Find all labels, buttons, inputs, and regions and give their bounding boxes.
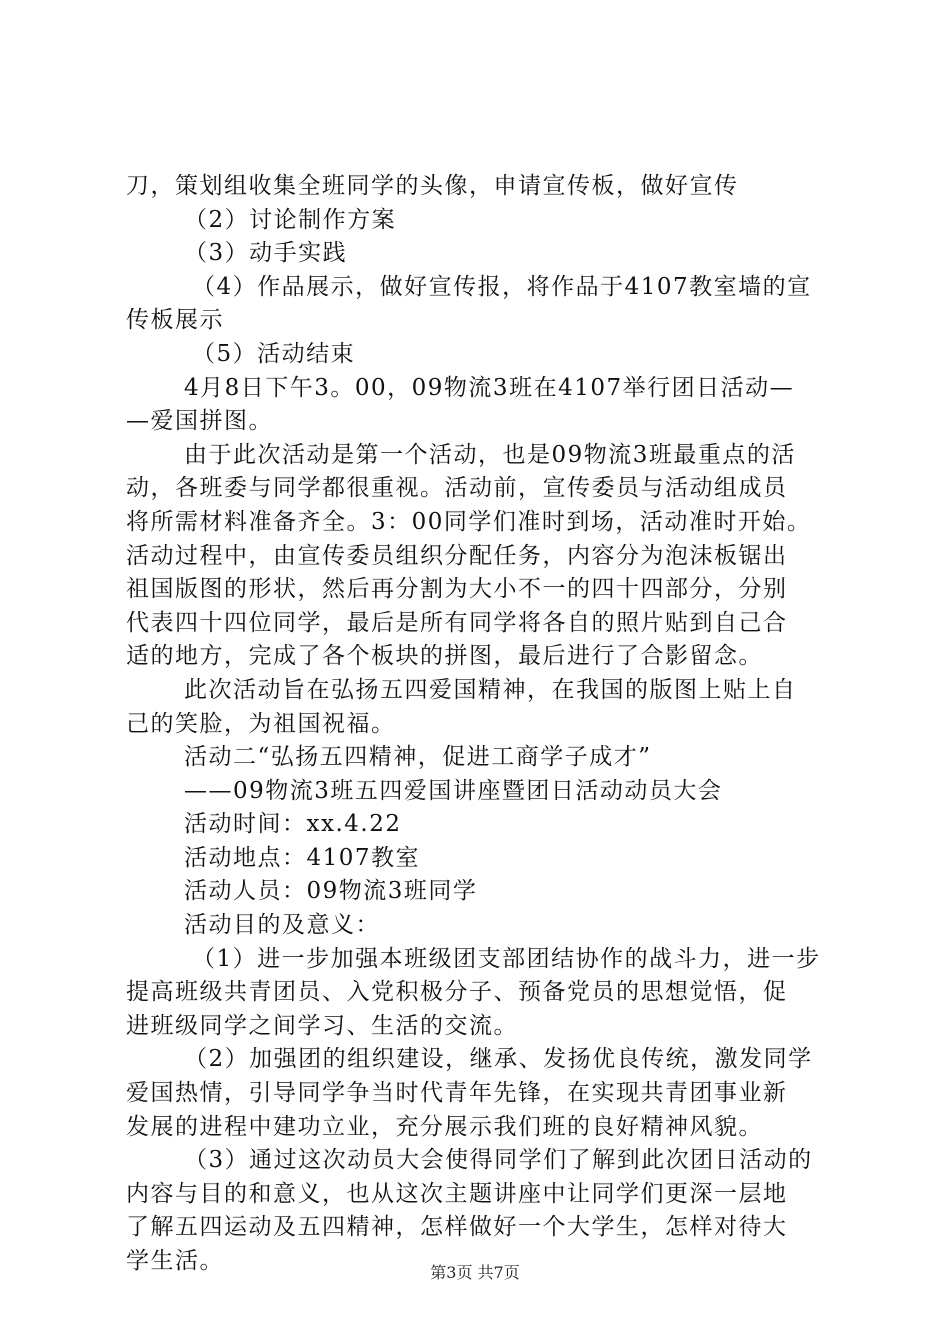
text-line: 祖国版图的形状，然后再分割为大小不一的四十四部分，分别 <box>126 576 788 603</box>
text-line: 刀，策划组收集全班同学的头像，申请宣传板，做好宣传 <box>126 173 739 199</box>
text-line: 活动地点：4107教室 <box>184 844 421 871</box>
text-line: （2）讨论制作方案 <box>184 206 397 233</box>
text-line: 代表四十四位同学，最后是所有同学将各自的照片贴到自己合 <box>126 609 788 636</box>
text-line: 动，各班委与同学都很重视。活动前，宣传委员与活动组成员 <box>126 475 788 502</box>
text-line: 此次活动旨在弘扬五四爱国精神，在我国的版图上贴上自 <box>184 676 797 703</box>
text-line: ——09物流3班五四爱国讲座暨团日活动动员大会 <box>184 777 723 804</box>
text-line: 4月8日下午3。00，09物流3班在4107举行团日活动— <box>184 374 795 401</box>
text-line: 活动过程中，由宣传委员组织分配任务，内容分为泡沫板锯出 <box>126 542 788 569</box>
text-line: 适的地方，完成了各个板块的拼图，最后进行了合影留念。 <box>126 643 763 670</box>
text-line: 活动人员：09物流3班同学 <box>184 878 478 905</box>
text-line: 将所需材料准备齐全。3：00同学们准时到场，活动准时开始。 <box>126 508 812 535</box>
text-line: 活动目的及意义： <box>184 912 380 939</box>
text-line: 进班级同学之间学习、生活的交流。 <box>126 1012 518 1039</box>
text-line: —爱国拼图。 <box>126 408 273 435</box>
text-line: 爱国热情，引导同学争当时代青年先锋，在实现共青团事业新 <box>126 1080 788 1107</box>
text-line: 传板展示 <box>126 307 224 334</box>
text-line: 内容与目的和意义，也从这次主题讲座中让同学们更深一层地 <box>126 1180 788 1207</box>
text-line: 发展的进程中建功立业，充分展示我们班的良好精神风貌。 <box>126 1113 763 1140</box>
text-line: （2）加强团的组织建设，继承、发扬优良传统，激发同学 <box>184 1046 813 1073</box>
text-line: （4）作品展示，做好宣传报，将作品于4107教室墙的宣 <box>192 273 812 300</box>
text-line: 己的笑脸，为祖国祝福。 <box>126 710 396 737</box>
text-line: 由于此次活动是第一个活动，也是09物流3班最重点的活 <box>184 441 796 468</box>
text-line: 学生活。 <box>126 1248 224 1274</box>
text-line: （3）动手实践 <box>184 240 348 267</box>
text-line: 提高班级共青团员、入党积极分子、预备党员的思想觉悟，促 <box>126 979 788 1006</box>
page-footer: 第3页 共7页 <box>430 1263 520 1282</box>
text-line: （1）进一步加强本班级团支部团结协作的战斗力，进一步 <box>192 945 821 972</box>
text-line: （3）通过这次动员大会使得同学们了解到此次团日活动的 <box>184 1147 813 1174</box>
text-line: 了解五四运动及五四精神，怎样做好一个大学生，怎样对待大 <box>126 1214 788 1241</box>
document-body <box>126 170 838 1279</box>
text-line: 活动二“弘扬五四精神，促进工商学子成才” <box>184 744 652 771</box>
text-line: （5）活动结束 <box>192 340 356 367</box>
text-line: 活动时间：xx.4.22 <box>184 811 402 838</box>
